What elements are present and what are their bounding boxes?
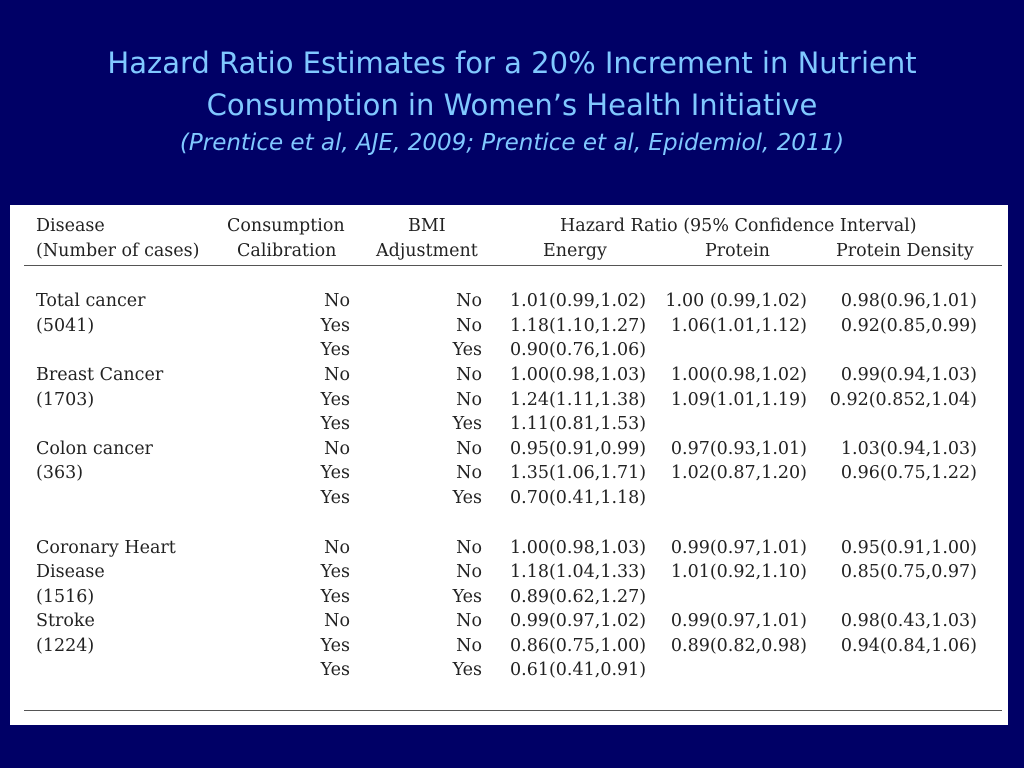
cell-bmi-adjustment: No: [456, 439, 482, 459]
cell-protein-hr: 1.00(0.98,1.02): [670, 365, 807, 385]
cell-calibration: Yes: [320, 390, 350, 410]
cell-protein-hr: 0.99(0.97,1.01): [670, 538, 807, 558]
cell-energy-hr: 1.18(1.10,1.27): [510, 316, 647, 336]
title-line-2: Consumption in Women’s Health Initiative: [206, 88, 818, 122]
cell-disease: Disease: [36, 562, 105, 582]
cell-energy-hr: 1.35(1.06,1.71): [510, 463, 647, 483]
cell-calibration: No: [324, 365, 350, 385]
table-row: [10, 658, 1008, 682]
cell-calibration: Yes: [320, 636, 350, 656]
cell-disease: (1224): [36, 636, 95, 656]
cell-disease: (1516): [36, 587, 95, 607]
cell-bmi-adjustment: Yes: [452, 660, 482, 680]
table-row: [10, 536, 1008, 560]
cell-energy-hr: 0.95(0.91,0.99): [510, 439, 647, 459]
cell-protein-density-hr: 0.95(0.91,1.00): [840, 538, 977, 558]
cell-energy-hr: 1.18(1.04,1.33): [510, 562, 647, 582]
cell-bmi-adjustment: No: [456, 562, 482, 582]
title-line-1: Hazard Ratio Estimates for a 20% Increment in Nutrient: [107, 46, 917, 80]
cell-protein-hr: 1.00 (0.99,1.02): [665, 291, 807, 311]
cell-protein-hr: 1.06(1.01,1.12): [670, 316, 807, 336]
header-consumption: Consumption: [227, 216, 345, 236]
cell-calibration: Yes: [320, 488, 350, 508]
cell-energy-hr: 0.70(0.41,1.18): [510, 488, 647, 508]
header-energy: Energy: [543, 241, 607, 261]
cell-disease: Breast Cancer: [36, 365, 164, 385]
cell-protein-density-hr: 0.92(0.85,0.99): [840, 316, 977, 336]
cell-calibration: Yes: [320, 562, 350, 582]
cell-energy-hr: 1.01(0.99,1.02): [510, 291, 647, 311]
cell-energy-hr: 1.24(1.11,1.38): [510, 390, 647, 410]
cell-protein-density-hr: 0.96(0.75,1.22): [840, 463, 977, 483]
cell-protein-hr: 1.09(1.01,1.19): [670, 390, 807, 410]
slide-title: [0, 42, 1024, 160]
table-row: [10, 338, 1008, 362]
cell-energy-hr: 1.11(0.81,1.53): [510, 414, 647, 434]
cell-disease: (363): [36, 463, 84, 483]
header-protein: Protein: [705, 241, 770, 261]
cell-protein-density-hr: 0.98(0.43,1.03): [840, 611, 977, 631]
cell-energy-hr: 1.00(0.98,1.03): [510, 538, 647, 558]
cell-calibration: Yes: [320, 660, 350, 680]
table-row: [10, 486, 1008, 510]
cell-disease: (1703): [36, 390, 95, 410]
table-header-row-2: [10, 239, 1008, 263]
table-row: [10, 388, 1008, 412]
header-rule: [24, 265, 1002, 266]
header-calibration: Calibration: [237, 241, 337, 261]
cell-energy-hr: 0.86(0.75,1.00): [510, 636, 647, 656]
table-row: [10, 437, 1008, 461]
cell-protein-density-hr: 1.03(0.94,1.03): [840, 439, 977, 459]
table-row: [10, 461, 1008, 485]
cell-energy-hr: 0.90(0.76,1.06): [510, 340, 647, 360]
cell-disease: Total cancer: [36, 291, 146, 311]
table-row: [10, 412, 1008, 436]
cell-calibration: Yes: [320, 316, 350, 336]
cell-calibration: No: [324, 611, 350, 631]
cell-protein-density-hr: 0.85(0.75,0.97): [840, 562, 977, 582]
table-row: [10, 634, 1008, 658]
cell-bmi-adjustment: Yes: [452, 414, 482, 434]
cell-disease: Colon cancer: [36, 439, 153, 459]
cell-bmi-adjustment: Yes: [452, 488, 482, 508]
cell-protein-density-hr: 0.94(0.84,1.06): [840, 636, 977, 656]
header-disease: Disease: [36, 216, 105, 236]
header-adjustment: Adjustment: [376, 241, 478, 261]
cell-bmi-adjustment: No: [456, 291, 482, 311]
cell-energy-hr: 0.89(0.62,1.27): [510, 587, 647, 607]
cell-protein-hr: 0.89(0.82,0.98): [670, 636, 807, 656]
cell-energy-hr: 0.61(0.41,0.91): [510, 660, 647, 680]
cell-bmi-adjustment: No: [456, 611, 482, 631]
table-row: [10, 585, 1008, 609]
header-number-of-cases: (Number of cases): [36, 241, 200, 261]
cell-calibration: Yes: [320, 340, 350, 360]
cell-calibration: No: [324, 291, 350, 311]
cell-energy-hr: 0.99(0.97,1.02): [510, 611, 647, 631]
bottom-rule: [24, 710, 1002, 711]
header-bmi: BMI: [408, 216, 446, 236]
cell-protein-density-hr: 0.98(0.96,1.01): [840, 291, 977, 311]
table-row: [10, 289, 1008, 313]
cell-bmi-adjustment: No: [456, 463, 482, 483]
title-citation: (Prentice et al, AJE, 2009; Prentice et al, Epidemiol, 2011): [179, 130, 845, 156]
cell-bmi-adjustment: Yes: [452, 340, 482, 360]
table-row: [10, 560, 1008, 584]
cell-protein-hr: 0.97(0.93,1.01): [670, 439, 807, 459]
cell-bmi-adjustment: Yes: [452, 587, 482, 607]
cell-bmi-adjustment: No: [456, 316, 482, 336]
cell-protein-hr: 1.01(0.92,1.10): [670, 562, 807, 582]
cell-disease: Coronary Heart: [36, 538, 176, 558]
table-row: [10, 314, 1008, 338]
cell-bmi-adjustment: No: [456, 390, 482, 410]
cell-disease: Stroke: [36, 611, 95, 631]
table-header-row-1: [10, 214, 1008, 238]
cell-disease: (5041): [36, 316, 95, 336]
header-hazard-ratio-group: Hazard Ratio (95% Confidence Interval): [560, 216, 917, 236]
cell-protein-density-hr: 0.99(0.94,1.03): [840, 365, 977, 385]
cell-protein-density-hr: 0.92(0.852,1.04): [829, 390, 977, 410]
cell-bmi-adjustment: No: [456, 365, 482, 385]
cell-bmi-adjustment: No: [456, 538, 482, 558]
cell-calibration: Yes: [320, 463, 350, 483]
cell-protein-hr: 1.02(0.87,1.20): [670, 463, 807, 483]
cell-calibration: Yes: [320, 414, 350, 434]
hazard-ratio-table: [10, 205, 1008, 725]
header-protein-density: Protein Density: [836, 241, 974, 261]
cell-energy-hr: 1.00(0.98,1.03): [510, 365, 647, 385]
cell-calibration: No: [324, 538, 350, 558]
cell-calibration: Yes: [320, 587, 350, 607]
table-row: [10, 609, 1008, 633]
table-row: [10, 363, 1008, 387]
cell-bmi-adjustment: No: [456, 636, 482, 656]
cell-calibration: No: [324, 439, 350, 459]
cell-protein-hr: 0.99(0.97,1.01): [670, 611, 807, 631]
